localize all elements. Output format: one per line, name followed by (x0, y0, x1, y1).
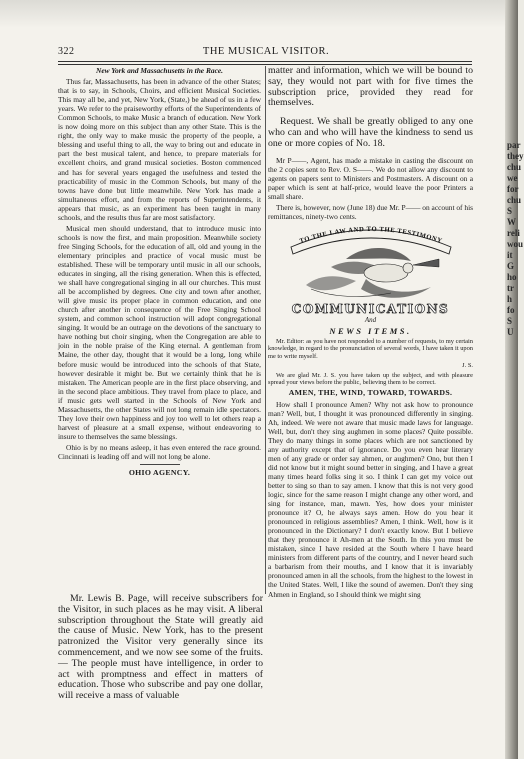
editor-note-text: Mr. Editor: as you have not responded to a number of requests, to my certain knowledge, in regard to the pronunciation of several words, I have taken it upon me to write myself. (268, 338, 473, 360)
communications-and: And (364, 315, 377, 324)
agency-heading: OHIO AGENCY. (128, 468, 191, 478)
angel-illustration (271, 223, 471, 303)
continued-text (268, 66, 473, 150)
section-rule (140, 464, 180, 465)
notice-paragraph: Mr P——, Agent, has made a mistake in casting the discount on the 2 copies sent to Rev. O. S——. We do not allow any discount to agents on papers sent to Ministers and Postmasters. A discount on a paper which is sent at half-price, would leave the poor Printers a small share. (268, 155, 473, 201)
page-number: 322 (58, 46, 75, 57)
header-rule (58, 61, 472, 62)
communications-title: COMMUNICATIONS (291, 301, 450, 316)
news-items-title: NEWS ITEMS. (329, 326, 412, 336)
page-title: THE MUSICAL VISITOR. (202, 46, 330, 57)
editor-note-signature: J. S. (462, 362, 473, 370)
editor-note (268, 338, 473, 386)
book-binding-edge (505, 0, 524, 759)
right-column (268, 66, 473, 756)
article-paragraph: Musical men should understand, that to introduce music into schools is now the first, and main proposition. Meanwhile society free Singing Schools, for the education of all, old and young in the elementary principles and practice of vocal music must be established. These will be temporary until music in all our schools, educates in singing, all the rising generation. When this is effected, we shall have congregational singing in all our churches. This must all be accomplished by degrees. One city and town after another, will give music its proper place in common education, and one church after another in consequence of the Free Singing School system, and common school instruction will adopt congregational singing. It would be an outrage on the devotions of the sanctuary to have nothing but choir singing, when the Congregation are able to join in the noble praise of the King eternal. A gentleman from Maine, the other day, thought that it would be a long, long while before music would be introduced into the schools of that State, however desirable it might be. But we certainly think that he is mistaken. The American people are in the first place observing, and in the second place ambitious. They travel from place to place, and if music gets well started in the Schools of New York and Massachusetts, the other States will not long remain idle spectators. They love their own happiness and joy too well to let others reap a harvest of pleasure at a small expense, without endeavoring to insure to themselves the same blessings. (58, 223, 261, 441)
request-paragraph: Request. We shall be greatly obliged to any one who can and who will have the kindness to send us one or more copies of No. 18. (268, 116, 473, 149)
agency-notice (58, 594, 263, 754)
notice-paragraph: There is, however, now (June 18) due Mr. P—— on account of his remittances, ninety-two cents. (268, 202, 473, 221)
facing-page-fragment: par they chu we for chu S W reli wou it G ho tr h fo S U (507, 140, 524, 337)
continued-paragraph: matter and information, which we will be bound to say, they would not part with for five times the subscription price, provided they read for themselves. (268, 65, 473, 109)
article-heading: New York and Massachusetts in the Race. (96, 66, 223, 75)
article-paragraph: Ohio is by no means asleep, it has even entered the race ground. Cincinnati is leading off and will not long be alone. (58, 442, 261, 461)
agency-paragraph: Mr. Lewis B. Page, will receive subscribers for the Visitor, in such places as he may visit. A liberal subscription throughout the State will greatly aid the cause of Music. New York, has to the present patronized the Visitor very generally since its commencement, and we now see some of the fruits.— The people must have intelligence, in order to act with promptness and effect in matters of education. Those who subscribe and pay one dollar, will receive a mass of valuable (58, 593, 263, 702)
editor-reply: We are glad Mr. J. S. you have taken up the subject, and with pleasure spread your views before the public, believing them to be correct. (268, 371, 473, 387)
article-paragraph: Thus far, Massachusetts, has been in advance of the other States; that is to say, in Schools, Choirs, and efficient Musical Societies. This may all be, and yet, New York, (State,) be ahead of us in a few years. We refer to the praiseworthy efforts of the Superintendents of Common Schools, to make Music a branch of education. New York is now doing more on this subject than any other State. This is the right, the only way to make music the property of the people, a blessing and useful thing to all, the way to bring out and educate in part the best musical talent, and hence, to prepare materials for excellent choirs, and grand musical societies. Boston commenced and has for several years engaged the usefulness and tested the practicability of music in the Common Schools, but many of the towns have done but little meanwhile. New York has made a simultaneous effort, and from the reports of Superintendents, it appears that music, as an experiment has been taught in many schools, and the results thus far are most satisfactory. (58, 77, 261, 222)
page-top-shadow (0, 0, 505, 28)
banner-text: TO THE LAW AND TO THE TESTIMONY (298, 225, 443, 245)
column-divider (265, 66, 266, 594)
page-header (58, 46, 474, 60)
left-column (58, 66, 261, 580)
amen-paragraph: How shall I pronounce Amen? Why not ask how to pronounce man? Well, but, I thought it was pronounced differently in singing. Ah, indeed. We were not aware that music made laws for language. Well, but, don't they sing aughmen in some places? Quite possible. They do many things in some places which are not sanctioned by any authority except that of ignorance. Do you even hear literary men of any grade or order say ahmen, or aughmen? Ono, but then I did not know but it might sound better in singing, and I have a great many times heard folks sing it so. I think I can get my voice out better to sing so than to say amen. I know that this is not very good logic, since for the same reason I might change any other word, and sing for instance, man, mawn. Yes, how does your minister pronounce it? O, he always says amen. How do you hear it pronounced in religious assemblies? Amen, I think. Well, how is it pronounced in the Dictionary? I don't exactly know. But I believe that they pronounce it Ah-men at the South. In this you must be mistaken, since I have resided at the South where I have heard ministers from different parts of the country, and I never heard such a barbarism from their mouths, and I know that it is invariably pronounced amen in all the schools, from the highest to the lowest in the United States. Well, I like the sound of awemen. Don't they sing Ahmen in England, so I should think we might sing (268, 399, 473, 599)
angel-vignette (271, 223, 471, 303)
amen-heading: AMEN, THE, WIND, TOWARD, TOWARDS. (288, 388, 453, 398)
